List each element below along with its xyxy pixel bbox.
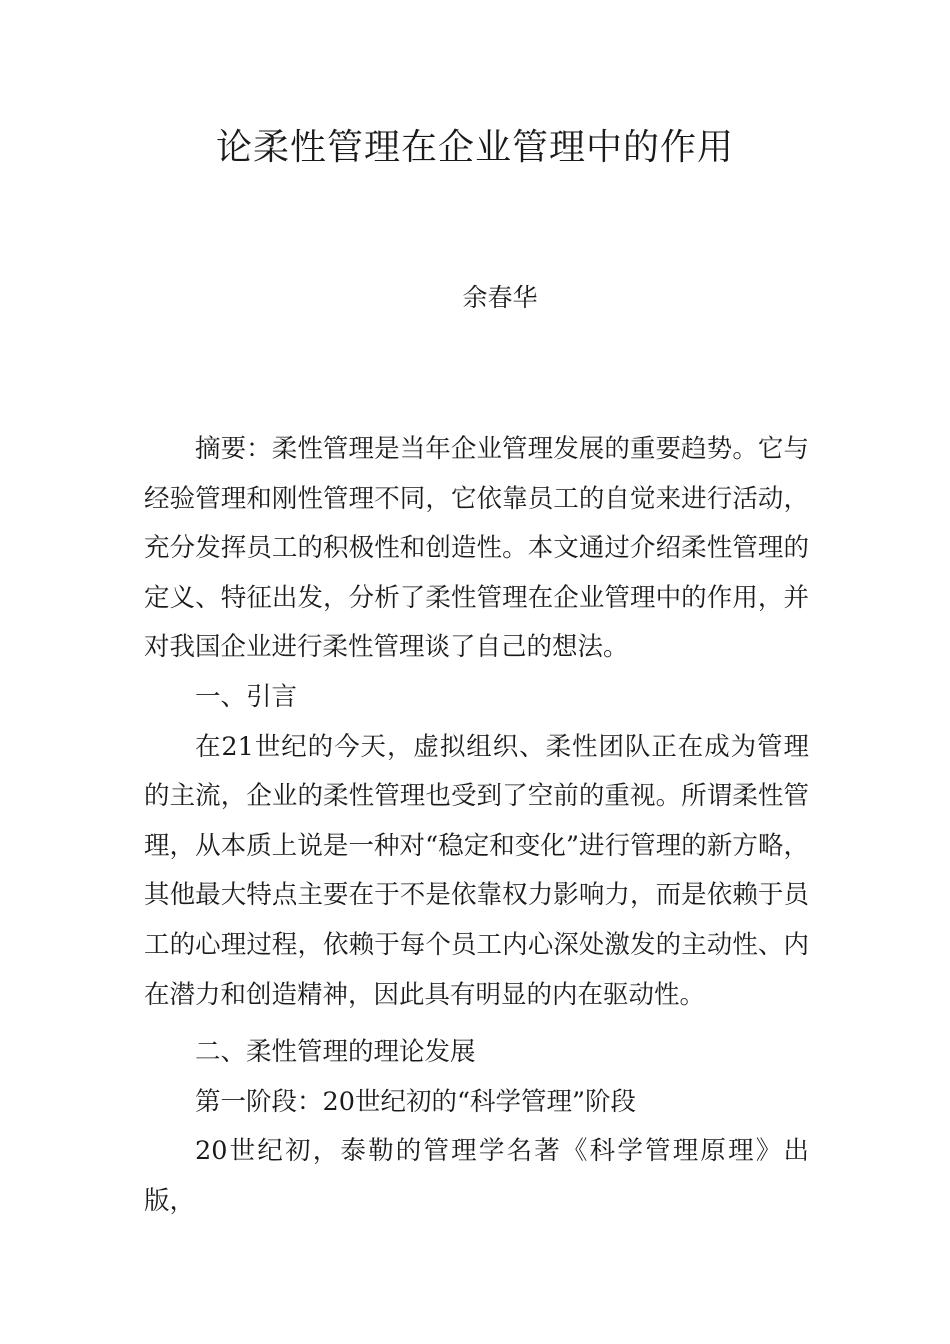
document-title: 论柔性管理在企业管理中的作用 [215, 127, 734, 168]
abstract-paragraph: 摘要：柔性管理是当年企业管理发展的重要趋势。它与经验管理和刚性管理不同，它依靠员工的自觉来进行活动，充分发挥员工的积极性和创造性。本文通过介绍柔性管理的定义、特征出发，分析了柔性管理在企业管理中的作用，并对我国企业进行柔性管理谈了自己的想法。 [144, 434, 809, 663]
introduction-paragraph: 在21世纪的今天，虚拟组织、柔性团队正在成为管理的主流，企业的柔性管理也受到了空前的重视。所谓柔性管理，从本质上说是一种对“稳定和变化”进行管理的新方略，其他最大特点主要在于不是依靠权力影响力，而是依赖于员工的心理过程，依赖于每个员工内心深处激发的主动性、内在潜力和创造精神，因此具有明显的内在驱动性。 [144, 731, 809, 1010]
section-heading-introduction: 一、引言 [195, 681, 298, 712]
section-heading-theory: 二、柔性管理的理论发展 [195, 1037, 476, 1068]
document-body [144, 425, 809, 1227]
document-author: 余春华 [462, 283, 538, 312]
subsection-heading-stage-one: 第一阶段：20世纪初的“科学管理”阶段 [195, 1086, 637, 1117]
stage-one-paragraph: 20世纪初，泰勒的管理学名著《科学管理原理》出版， [144, 1136, 809, 1216]
